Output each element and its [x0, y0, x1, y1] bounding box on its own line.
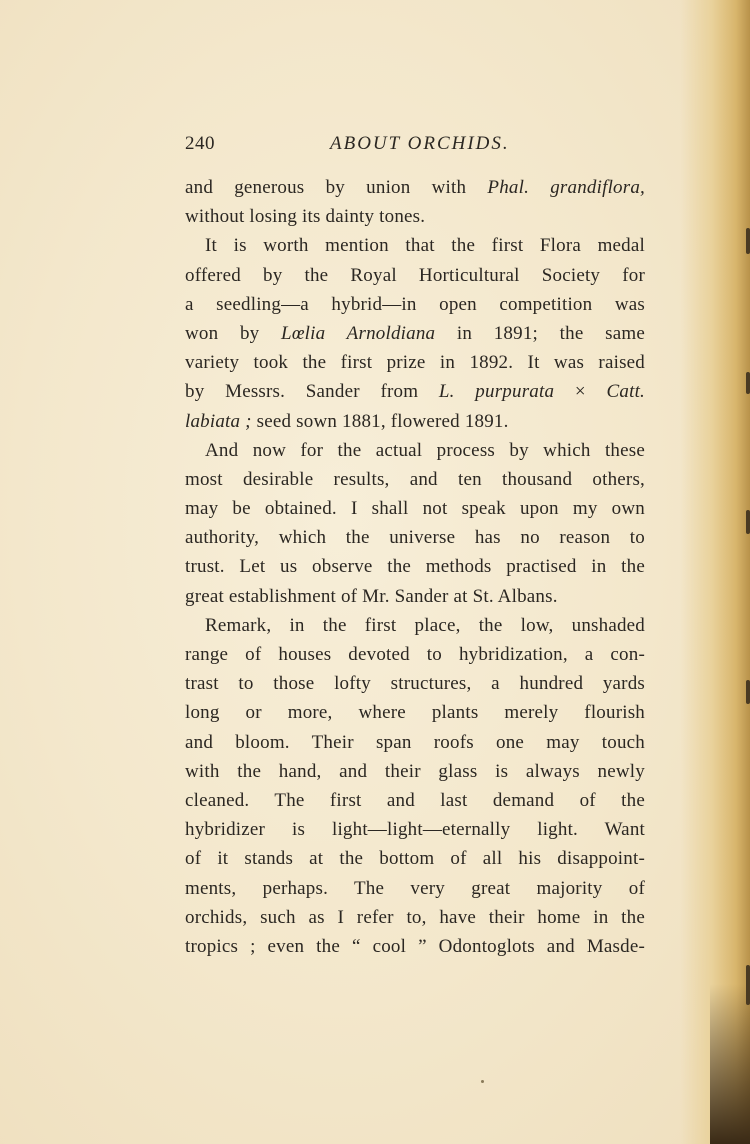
text-run: range of houses devoted to hybridization, a con- — [185, 644, 645, 665]
text-line — [185, 319, 645, 348]
italic-text: Phal. grandiflora, — [487, 177, 645, 198]
text-run: long or more, where plants merely flourish — [185, 702, 645, 724]
text-run: hybridizer is light—light—eternally light. Want — [185, 819, 645, 841]
text-run: authority, which the universe has no reason to — [185, 527, 645, 549]
text-line — [185, 494, 645, 523]
text-run: offered by the Royal Horticultural Society for — [185, 264, 645, 286]
text-run: orchids, such as I refer to, have their home in the — [185, 906, 645, 928]
text-run: trast to those lofty structures, a hundred yards — [185, 673, 645, 695]
text-line — [185, 757, 645, 786]
text-line — [185, 377, 645, 406]
text-line — [185, 815, 645, 844]
page-header — [185, 133, 635, 159]
text-run: without losing its dainty tones. — [185, 206, 426, 228]
text-run: Remark, in the first place, the low, unshaded — [205, 614, 645, 636]
text-line — [185, 903, 645, 932]
text-run: variety took the first prize in 1892. It was raised — [185, 352, 645, 374]
page-edge-shadow — [680, 0, 750, 1144]
binding-mark — [746, 228, 750, 254]
text-line — [185, 932, 645, 961]
text-run: with the hand, and their glass is always newly — [185, 760, 645, 782]
text-line — [185, 436, 645, 465]
page-corner-shadow — [710, 984, 750, 1144]
italic-text: L. purpurata — [438, 381, 555, 403]
text-line — [185, 698, 645, 727]
text-run: in 1891; the same — [435, 322, 645, 344]
text-line — [185, 728, 645, 757]
text-run: great establishment of Mr. Sander at St. Albans. — [185, 585, 558, 607]
paper-speck — [481, 1080, 484, 1083]
binding-mark — [746, 372, 750, 394]
italic-text: Catt. — [606, 381, 645, 403]
text-run: tropics ; even the “ cool ” Odontoglots and Masde- — [185, 935, 645, 957]
text-run: ments, perhaps. The very great majority of — [185, 877, 645, 899]
text-run: most desirable results, and ten thousand others, — [185, 468, 645, 490]
text-line — [185, 523, 645, 552]
text-line — [185, 465, 645, 494]
binding-mark — [746, 965, 750, 1005]
text-line — [185, 261, 645, 290]
text-line — [185, 611, 645, 640]
text-run: × — [554, 381, 607, 403]
binding-mark — [746, 510, 750, 534]
text-line — [185, 290, 645, 319]
text-line — [185, 669, 645, 698]
text-run: may be obtained. I shall not speak upon my own — [185, 498, 645, 520]
text-run: by Messrs. Sander from — [185, 381, 439, 403]
binding-mark — [746, 680, 750, 704]
text-line — [185, 348, 645, 377]
page-number: 240 — [185, 133, 215, 154]
text-line — [185, 173, 645, 202]
italic-text: labiata ; — [185, 410, 252, 432]
text-run: a seedling—a hybrid—in open competition was — [185, 293, 645, 315]
text-run: It is worth mention that the first Flora medal — [205, 235, 645, 257]
text-line — [185, 407, 645, 436]
text-line — [185, 231, 645, 260]
text-run: and generous by union with — [185, 177, 488, 198]
text-line — [185, 582, 645, 611]
text-run: cleaned. The first and last demand of the — [185, 789, 645, 811]
italic-text: Lœlia Arnoldiana — [281, 322, 436, 344]
body-text — [185, 173, 645, 961]
running-title: ABOUT ORCHIDS. — [330, 133, 510, 154]
text-run: seed sown 1881, flowered 1891. — [251, 410, 509, 432]
text-run: and bloom. Their span roofs one may touch — [185, 731, 645, 753]
text-line — [185, 640, 645, 669]
text-line — [185, 874, 645, 903]
text-run: trust. Let us observe the methods practised in the — [185, 556, 645, 578]
text-run: won by — [185, 322, 282, 344]
text-line — [185, 552, 645, 581]
text-run: And now for the actual process by which these — [205, 439, 645, 461]
text-line — [185, 844, 645, 873]
text-line — [185, 786, 645, 815]
text-run: of it stands at the bottom of all his disappoint- — [185, 848, 645, 870]
text-line — [185, 202, 645, 231]
